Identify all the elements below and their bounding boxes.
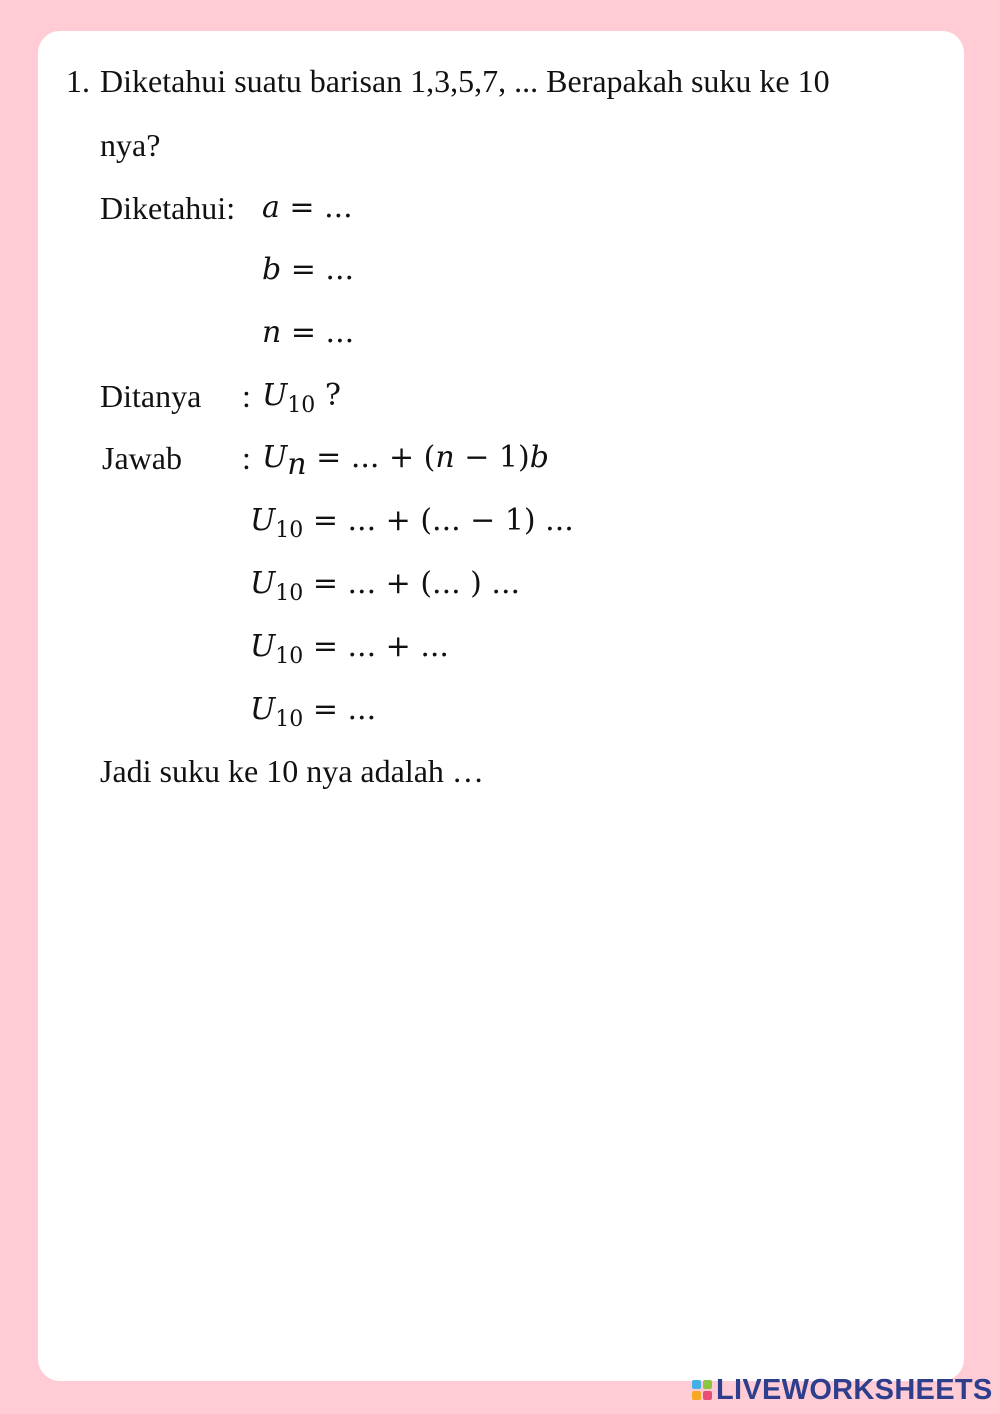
question-text-line2: nya? xyxy=(100,127,161,163)
var-u: U xyxy=(250,503,276,538)
var-n: n xyxy=(435,440,455,475)
subscript: 10 xyxy=(287,393,316,418)
asked-colon: : xyxy=(242,378,251,414)
var-n: n xyxy=(262,315,282,350)
worksheet-card xyxy=(38,31,964,1381)
logo-square-v xyxy=(692,1391,701,1400)
formula-part: = ... + ( xyxy=(306,440,436,475)
question-number: 1. xyxy=(66,63,90,99)
answer-formula xyxy=(262,438,549,482)
var-a: a xyxy=(262,190,280,225)
var-u: U xyxy=(250,629,276,664)
known-n xyxy=(262,313,354,353)
logo-square-l xyxy=(692,1380,701,1389)
logo-square-e xyxy=(703,1391,712,1400)
var-u: U xyxy=(250,692,276,727)
step-rest: = ... + (... − 1) ... xyxy=(303,503,574,538)
var-b: b xyxy=(262,252,282,287)
asked-rest: ? xyxy=(315,378,341,413)
var-u: U xyxy=(262,378,288,413)
liveworksheets-logo[interactable] xyxy=(692,1374,993,1406)
asked-label: Ditanya xyxy=(100,378,202,414)
subscript: 10 xyxy=(275,707,304,732)
subscript: 10 xyxy=(275,644,304,669)
conclusion-text: Jadi suku ke 10 nya adalah … xyxy=(100,753,484,789)
step-rest: = ... xyxy=(303,692,377,727)
liveworksheets-logo-icon xyxy=(692,1380,712,1400)
question-text-line1: Diketahui suatu barisan 1,3,5,7, ... Berapakah suku ke 10 xyxy=(100,63,830,99)
known-label: Diketahui: xyxy=(100,190,236,226)
known-a xyxy=(262,188,353,228)
known-b xyxy=(262,250,354,290)
answer-label: Jawab xyxy=(102,440,182,476)
answer-step-1 xyxy=(250,501,574,541)
known-a-value: = ... xyxy=(279,190,353,225)
var-u: U xyxy=(250,566,276,601)
subscript: 10 xyxy=(275,581,304,606)
answer-colon: : xyxy=(242,440,251,476)
answer-step-2 xyxy=(250,564,520,604)
step-rest: = ... + (... ) ... xyxy=(303,566,521,601)
var-b: b xyxy=(529,440,549,475)
asked-value xyxy=(262,376,341,416)
known-n-value: = ... xyxy=(281,315,355,350)
known-b-value: = ... xyxy=(281,252,355,287)
step-rest: = ... + ... xyxy=(303,629,449,664)
answer-step-4 xyxy=(250,690,376,730)
subscript: n xyxy=(287,447,307,482)
var-u: U xyxy=(262,440,288,475)
logo-square-i xyxy=(703,1380,712,1389)
answer-step-3 xyxy=(250,627,449,667)
formula-part: − 1) xyxy=(454,440,530,475)
brand-name: LIVEWORKSHEETS xyxy=(716,1373,993,1406)
subscript: 10 xyxy=(275,518,304,543)
